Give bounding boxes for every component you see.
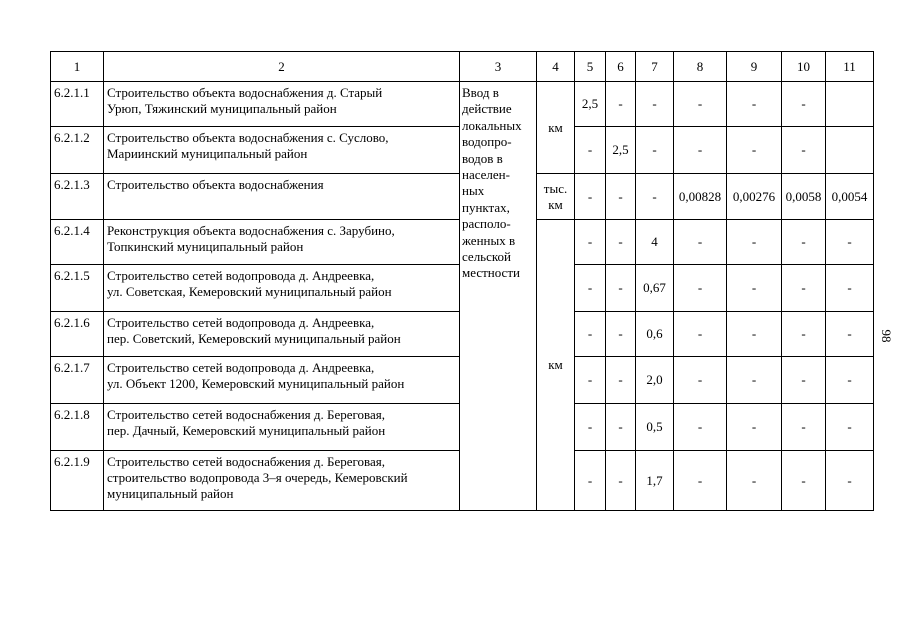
table-row (51, 82, 874, 127)
purpose-line: ных (462, 183, 485, 199)
value-cell: - (575, 312, 606, 357)
value-cell: - (674, 451, 727, 511)
purpose-line: локальных (462, 117, 522, 133)
row-name-line: строительство водопровода 3–я очередь, Кемеровский (107, 470, 408, 485)
value-cell: - (727, 220, 782, 265)
value-cell: - (674, 220, 727, 265)
value-cell: - (826, 220, 874, 265)
row-name-line: Строительство сетей водопровода д. Андреевка, (107, 315, 375, 330)
value-cell: - (782, 404, 826, 451)
value-cell: - (674, 312, 727, 357)
row-code: 6.2.1.2 (51, 127, 104, 174)
value-cell: - (727, 404, 782, 451)
purpose-line: водов в (462, 150, 503, 166)
value-cell: - (782, 312, 826, 357)
value-cell: - (826, 357, 874, 404)
row-code: 6.2.1.8 (51, 404, 104, 451)
unit-km-top: км (537, 82, 575, 174)
value-cell: - (674, 404, 727, 451)
row-name-line: Строительство сетей водопровода д. Андреевка, (107, 360, 375, 375)
row-name (104, 220, 460, 265)
purpose-line: располо- (462, 216, 511, 232)
purpose-line: населен- (462, 167, 510, 183)
value-cell: - (782, 357, 826, 404)
row-name-line: Реконструкция объекта водоснабжения с. Зарубино, (107, 223, 395, 238)
value-cell: - (782, 127, 826, 174)
purpose-line: Ввод в (462, 85, 499, 100)
row-name-line: Урюп, Тяжинский муниципальный район (107, 101, 337, 116)
value-cell: - (606, 451, 636, 511)
header-cell: 8 (674, 52, 727, 82)
row-name (104, 265, 460, 312)
value-cell: - (575, 174, 606, 220)
value-cell: - (575, 404, 606, 451)
value-cell: 0,00276 (727, 174, 782, 220)
purpose-cell (460, 82, 537, 511)
purpose-line: местности (462, 265, 520, 281)
value-cell: - (674, 82, 727, 127)
value-cell: - (782, 265, 826, 312)
row-name-line: ул. Объект 1200, Кемеровский муниципальный район (107, 376, 405, 391)
header-cell: 2 (104, 52, 460, 82)
value-cell: - (727, 357, 782, 404)
value-cell: - (575, 451, 606, 511)
value-cell: - (826, 451, 874, 511)
value-cell: - (782, 220, 826, 265)
value-cell: 0,0058 (782, 174, 826, 220)
value-cell: - (727, 265, 782, 312)
row-name-line: пер. Советский, Кемеровский муниципальный район (107, 331, 401, 346)
unit-km-bottom: км (537, 220, 575, 511)
row-name-line: Строительство объекта водоснабжения (107, 177, 324, 192)
header-row (51, 52, 874, 82)
value-cell: - (826, 265, 874, 312)
table-body (51, 82, 874, 511)
row-name (104, 451, 460, 511)
row-code: 6.2.1.7 (51, 357, 104, 404)
value-cell: - (727, 312, 782, 357)
value-cell: 2,5 (606, 127, 636, 174)
value-cell (826, 82, 874, 127)
header-cell: 5 (575, 52, 606, 82)
row-name-line: Строительство сетей водоснабжения д. Береговая, (107, 407, 385, 422)
purpose-line: действие (462, 101, 512, 117)
row-code: 6.2.1.9 (51, 451, 104, 511)
row-name (104, 82, 460, 127)
value-cell: - (575, 357, 606, 404)
value-cell: - (674, 357, 727, 404)
row-code: 6.2.1.1 (51, 82, 104, 127)
row-name-line: ул. Советская, Кемеровский муниципальный район (107, 284, 392, 299)
value-cell: - (606, 265, 636, 312)
value-cell: - (575, 265, 606, 312)
header-cell: 7 (636, 52, 674, 82)
row-code: 6.2.1.3 (51, 174, 104, 220)
value-cell: - (636, 82, 674, 127)
row-code: 6.2.1.5 (51, 265, 104, 312)
row-name (104, 404, 460, 451)
value-cell: 0,6 (636, 312, 674, 357)
row-code: 6.2.1.4 (51, 220, 104, 265)
program-table (50, 51, 874, 511)
value-cell: 2,5 (575, 82, 606, 127)
value-cell: - (826, 404, 874, 451)
row-name-line: муниципальный район (107, 486, 234, 501)
value-cell: - (606, 357, 636, 404)
row-name (104, 312, 460, 357)
value-cell: 0,5 (636, 404, 674, 451)
row-code: 6.2.1.6 (51, 312, 104, 357)
row-name-line: Строительство объекта водоснабжения с. Суслово, (107, 130, 389, 145)
value-cell: 1,7 (636, 451, 674, 511)
value-cell: - (727, 82, 782, 127)
row-name-line: Строительство сетей водоснабжения д. Береговая, (107, 454, 385, 469)
row-name-line: Строительство объекта водоснабжения д. Старый (107, 85, 383, 100)
purpose-line: сельской (462, 249, 511, 265)
value-cell (826, 127, 874, 174)
value-cell: - (826, 312, 874, 357)
value-cell: - (727, 127, 782, 174)
row-name-line: Мариинский муниципальный район (107, 146, 308, 161)
value-cell: 0,0054 (826, 174, 874, 220)
purpose-line: женных в (462, 232, 516, 248)
value-cell: - (606, 404, 636, 451)
value-cell: - (727, 451, 782, 511)
value-cell: - (636, 127, 674, 174)
purpose-line: водопро- (462, 134, 512, 150)
header-cell: 6 (606, 52, 636, 82)
value-cell: - (575, 220, 606, 265)
row-name-line: Строительство сетей водопровода д. Андреевка, (107, 268, 375, 283)
value-cell: 2,0 (636, 357, 674, 404)
value-cell: - (606, 312, 636, 357)
page-number: 98 (879, 329, 894, 343)
header-cell: 1 (51, 52, 104, 82)
row-name (104, 174, 460, 220)
value-cell: 4 (636, 220, 674, 265)
purpose-line: пунктах, (462, 199, 510, 215)
header-cell: 4 (537, 52, 575, 82)
value-cell: 0,00828 (674, 174, 727, 220)
row-name-line: Топкинский муниципальный район (107, 239, 304, 254)
value-cell: - (606, 82, 636, 127)
row-name (104, 127, 460, 174)
value-cell: - (575, 127, 606, 174)
value-cell: - (674, 127, 727, 174)
value-cell: - (636, 174, 674, 220)
value-cell: - (674, 265, 727, 312)
row-name-line: пер. Дачный, Кемеровский муниципальный район (107, 423, 386, 438)
value-cell: - (782, 82, 826, 127)
unit-thousand-km: тыс. км (537, 174, 575, 220)
value-cell: - (606, 220, 636, 265)
header-cell: 3 (460, 52, 537, 82)
header-cell: 10 (782, 52, 826, 82)
value-cell: 0,67 (636, 265, 674, 312)
header-cell: 9 (727, 52, 782, 82)
header-cell: 11 (826, 52, 874, 82)
row-name (104, 357, 460, 404)
value-cell: - (606, 174, 636, 220)
value-cell: - (782, 451, 826, 511)
